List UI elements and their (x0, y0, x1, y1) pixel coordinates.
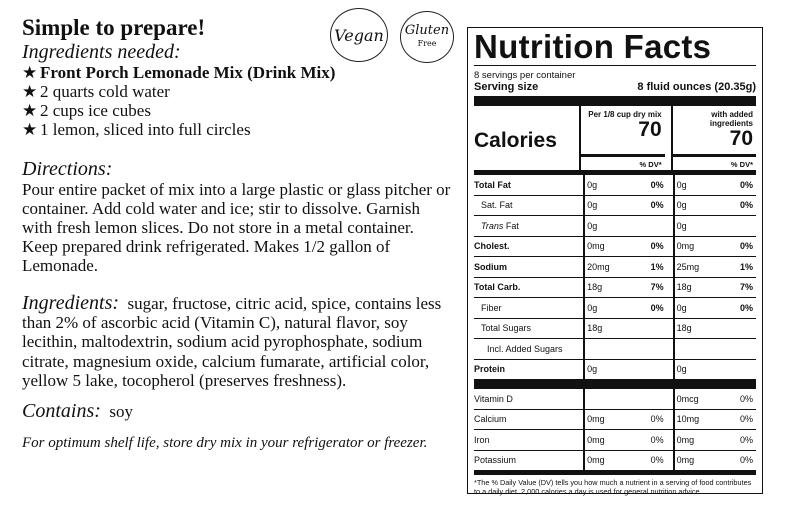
list-item: ★ 2 cups ice cubes (22, 101, 151, 120)
amount: 0g (587, 302, 598, 313)
dv-footnote: *The % Daily Value (DV) tells you how much a nutrient in a serving of food contributes to a daily diet. 2,000 calories a day is used for general nutrition advice. (474, 478, 752, 496)
nutrient-cell-a (583, 389, 666, 409)
amount: 0mg (587, 414, 605, 425)
nutrient-cell-b (673, 257, 756, 277)
table-row (474, 297, 756, 318)
nutrient-cell-b (673, 237, 756, 257)
list-item: ★ Front Porch Lemonade Mix (Drink Mix) (22, 63, 336, 82)
star-icon: ★ (22, 101, 38, 120)
nutrient-cell-a (583, 237, 666, 257)
amount: 0mg (587, 241, 605, 252)
nutrient-cell-a (583, 410, 666, 430)
directions-heading: Directions: (22, 158, 113, 180)
dv-header-row (474, 154, 756, 170)
nutrient-label: Vitamin D (474, 393, 513, 404)
vegan-label: Vegan (334, 25, 384, 45)
contains-line (22, 400, 452, 423)
table-row (474, 175, 756, 195)
serving-size (474, 81, 756, 96)
nutrition-facts-panel (467, 27, 763, 494)
nutrient-label: Incl. Added Sugars (487, 343, 563, 354)
ingredients-paragraph (22, 294, 452, 390)
nutrient-cell-b (673, 410, 756, 430)
amount: 0g (676, 179, 687, 190)
percent-dv: 0% (740, 434, 754, 445)
amount: 18g (587, 323, 603, 334)
gluten-label: Gluten (404, 23, 450, 38)
star-icon: ★ (22, 82, 38, 101)
percent-dv: 0% (740, 455, 754, 466)
nutrient-cell-b (673, 278, 756, 298)
nutrient-label: Trans Fat (481, 220, 519, 231)
table-row (474, 277, 756, 298)
percent-dv: 0% (740, 200, 754, 211)
percent-dv: 1% (650, 261, 664, 272)
nutrient-label: Iron (474, 434, 490, 445)
percent-dv: 0% (740, 302, 754, 313)
ingredients-text: sugar, fructose, citric acid, spice, contains less than 2% of ascorbic acid (Vitamin C), natural flavor, soy lecithin, maltodextrin, sodium acid pyrophosphate, sodium citrate, magnesium oxide, calcium fumarate, artificial color, yellow 5 lake, tocopherol (preserves freshness). (22, 294, 442, 390)
serving-size-value: 8 fluid ounces (20.35g) (637, 81, 756, 93)
nutrient-cell-b (673, 196, 756, 216)
nutrient-cell-a (583, 360, 666, 380)
free-label: Free (417, 39, 437, 48)
amount: 0mg (587, 455, 605, 466)
nutrient-rows (474, 175, 756, 379)
amount: 0mg (676, 241, 695, 252)
table-row (474, 195, 756, 216)
amount: 0mg (676, 434, 695, 445)
nutrient-cell-b (673, 298, 756, 318)
nutrient-label: Calcium (474, 414, 507, 425)
table-row (474, 318, 756, 339)
table-row (474, 338, 756, 359)
table-row (474, 236, 756, 257)
vitamin-rows (474, 389, 756, 470)
percent-dv: 1% (740, 261, 754, 272)
nutrient-cell-b (673, 319, 756, 339)
simple-heading: Simple to prepare! (22, 15, 206, 40)
col2-header (671, 106, 756, 154)
table-row (474, 256, 756, 277)
instructions-panel (22, 14, 452, 453)
list-item: ★ 1 lemon, sliced into full circles (22, 120, 251, 139)
percent-dv: 0% (650, 434, 664, 445)
gluten-free-badge-icon (400, 11, 454, 63)
nutrient-cell-a (583, 196, 666, 216)
table-row (474, 389, 756, 409)
needed-list (22, 63, 452, 139)
percent-dv: 0% (650, 414, 664, 425)
amount: 18g (676, 282, 692, 293)
nutrient-label: Cholest. (474, 241, 510, 252)
percent-dv: 0% (650, 200, 664, 211)
nutrient-cell-b (673, 339, 756, 359)
nutrient-label: Sat. Fat (481, 200, 513, 211)
nutrient-cell-a (583, 175, 666, 195)
storage-note: For optimum shelf life, store dry mix in your refrigerator or freezer. (22, 435, 428, 452)
amount: 18g (676, 323, 692, 334)
col1-dv-label: % DV* (579, 154, 664, 170)
amount: 10mg (676, 414, 700, 425)
table-row (474, 450, 756, 471)
vegan-badge-icon (330, 8, 388, 62)
nutrient-cell-a (583, 278, 666, 298)
col2-dv-label: % DV* (671, 154, 756, 170)
amount: 0g (676, 200, 687, 211)
col1-header-label: Per 1/8 cup dry mix (588, 110, 662, 119)
nutrient-label: Fiber (481, 302, 502, 313)
percent-dv: 0% (650, 302, 664, 313)
col1-header (579, 106, 664, 154)
nutrient-label: Protein (474, 364, 506, 375)
nutrient-cell-b (673, 430, 756, 450)
amount: 0g (587, 364, 598, 375)
nutrient-cell-a (583, 257, 666, 277)
amount: 25mg (676, 261, 700, 272)
ingredients-label: Ingredients: (22, 292, 120, 314)
nutrient-cell-b (673, 216, 756, 236)
nutrient-cell-a (583, 339, 666, 359)
nutrition-title: Nutrition Facts (474, 28, 712, 65)
calories-header (474, 106, 756, 154)
nutrient-cell-b (673, 360, 756, 380)
nutrient-label: Sodium (474, 261, 507, 272)
servings-per-container: 8 servings per container (474, 70, 576, 81)
percent-dv: 0% (740, 393, 754, 404)
nutrient-label: Total Fat (474, 179, 511, 190)
amount: 0mg (676, 455, 695, 466)
percent-dv: 0% (650, 179, 664, 190)
contains-label: Contains: (22, 400, 101, 423)
nutrient-cell-b (673, 175, 756, 195)
percent-dv: 7% (650, 282, 664, 293)
nutrient-label: Total Sugars (481, 323, 532, 334)
calories-label: Calories (474, 129, 557, 152)
nutrient-cell-b (673, 451, 756, 471)
percent-dv: 7% (740, 282, 754, 293)
percent-dv: 0% (740, 414, 754, 425)
percent-dv: 0% (740, 179, 754, 190)
star-icon: ★ (22, 63, 38, 82)
amount: 0g (676, 302, 687, 313)
list-item: ★ 2 quarts cold water (22, 82, 170, 101)
col1-calories: 70 (638, 118, 662, 141)
amount: 0g (676, 364, 687, 375)
percent-dv: 0% (650, 241, 664, 252)
nutrient-cell-a (583, 319, 666, 339)
amount: 0mg (587, 434, 605, 445)
ingredients-needed-heading: Ingredients needed: (22, 41, 181, 63)
table-row (474, 215, 756, 236)
amount: 0g (676, 220, 687, 231)
nutrient-cell-a (583, 298, 666, 318)
amount: 0mcg (676, 393, 699, 404)
star-icon: ★ (22, 120, 38, 139)
percent-dv: 0% (740, 241, 754, 252)
percent-dv: 0% (650, 455, 664, 466)
amount: 20mg (587, 261, 610, 272)
nutrient-cell-a (583, 451, 666, 471)
serving-size-label: Serving size (474, 81, 539, 93)
col2-header-label: with added ingredients (709, 110, 753, 128)
amount: 18g (587, 282, 603, 293)
table-row (474, 429, 756, 450)
amount: 0g (587, 200, 598, 211)
col2-calories: 70 (729, 127, 753, 150)
nutrient-cell-a (583, 430, 666, 450)
nutrient-label: Potassium (474, 455, 517, 466)
amount: 0g (587, 179, 598, 190)
contains-text: soy (109, 402, 134, 422)
nutrient-label: Total Carb. (474, 282, 521, 293)
amount: 0g (587, 220, 598, 231)
nutrient-cell-b (673, 389, 756, 409)
table-row (474, 409, 756, 430)
directions-text: Pour entire packet of mix into a large plastic or glass pitcher or container. Add cold water and ice; stir to dissolve. Garnish with fresh lemon slices. Do not store in a metal container. Keep prepared drink refrigerated. Makes 1/2 gallon of Lemonade. (22, 180, 451, 275)
nutrient-cell-a (583, 216, 666, 236)
table-row (474, 359, 756, 380)
